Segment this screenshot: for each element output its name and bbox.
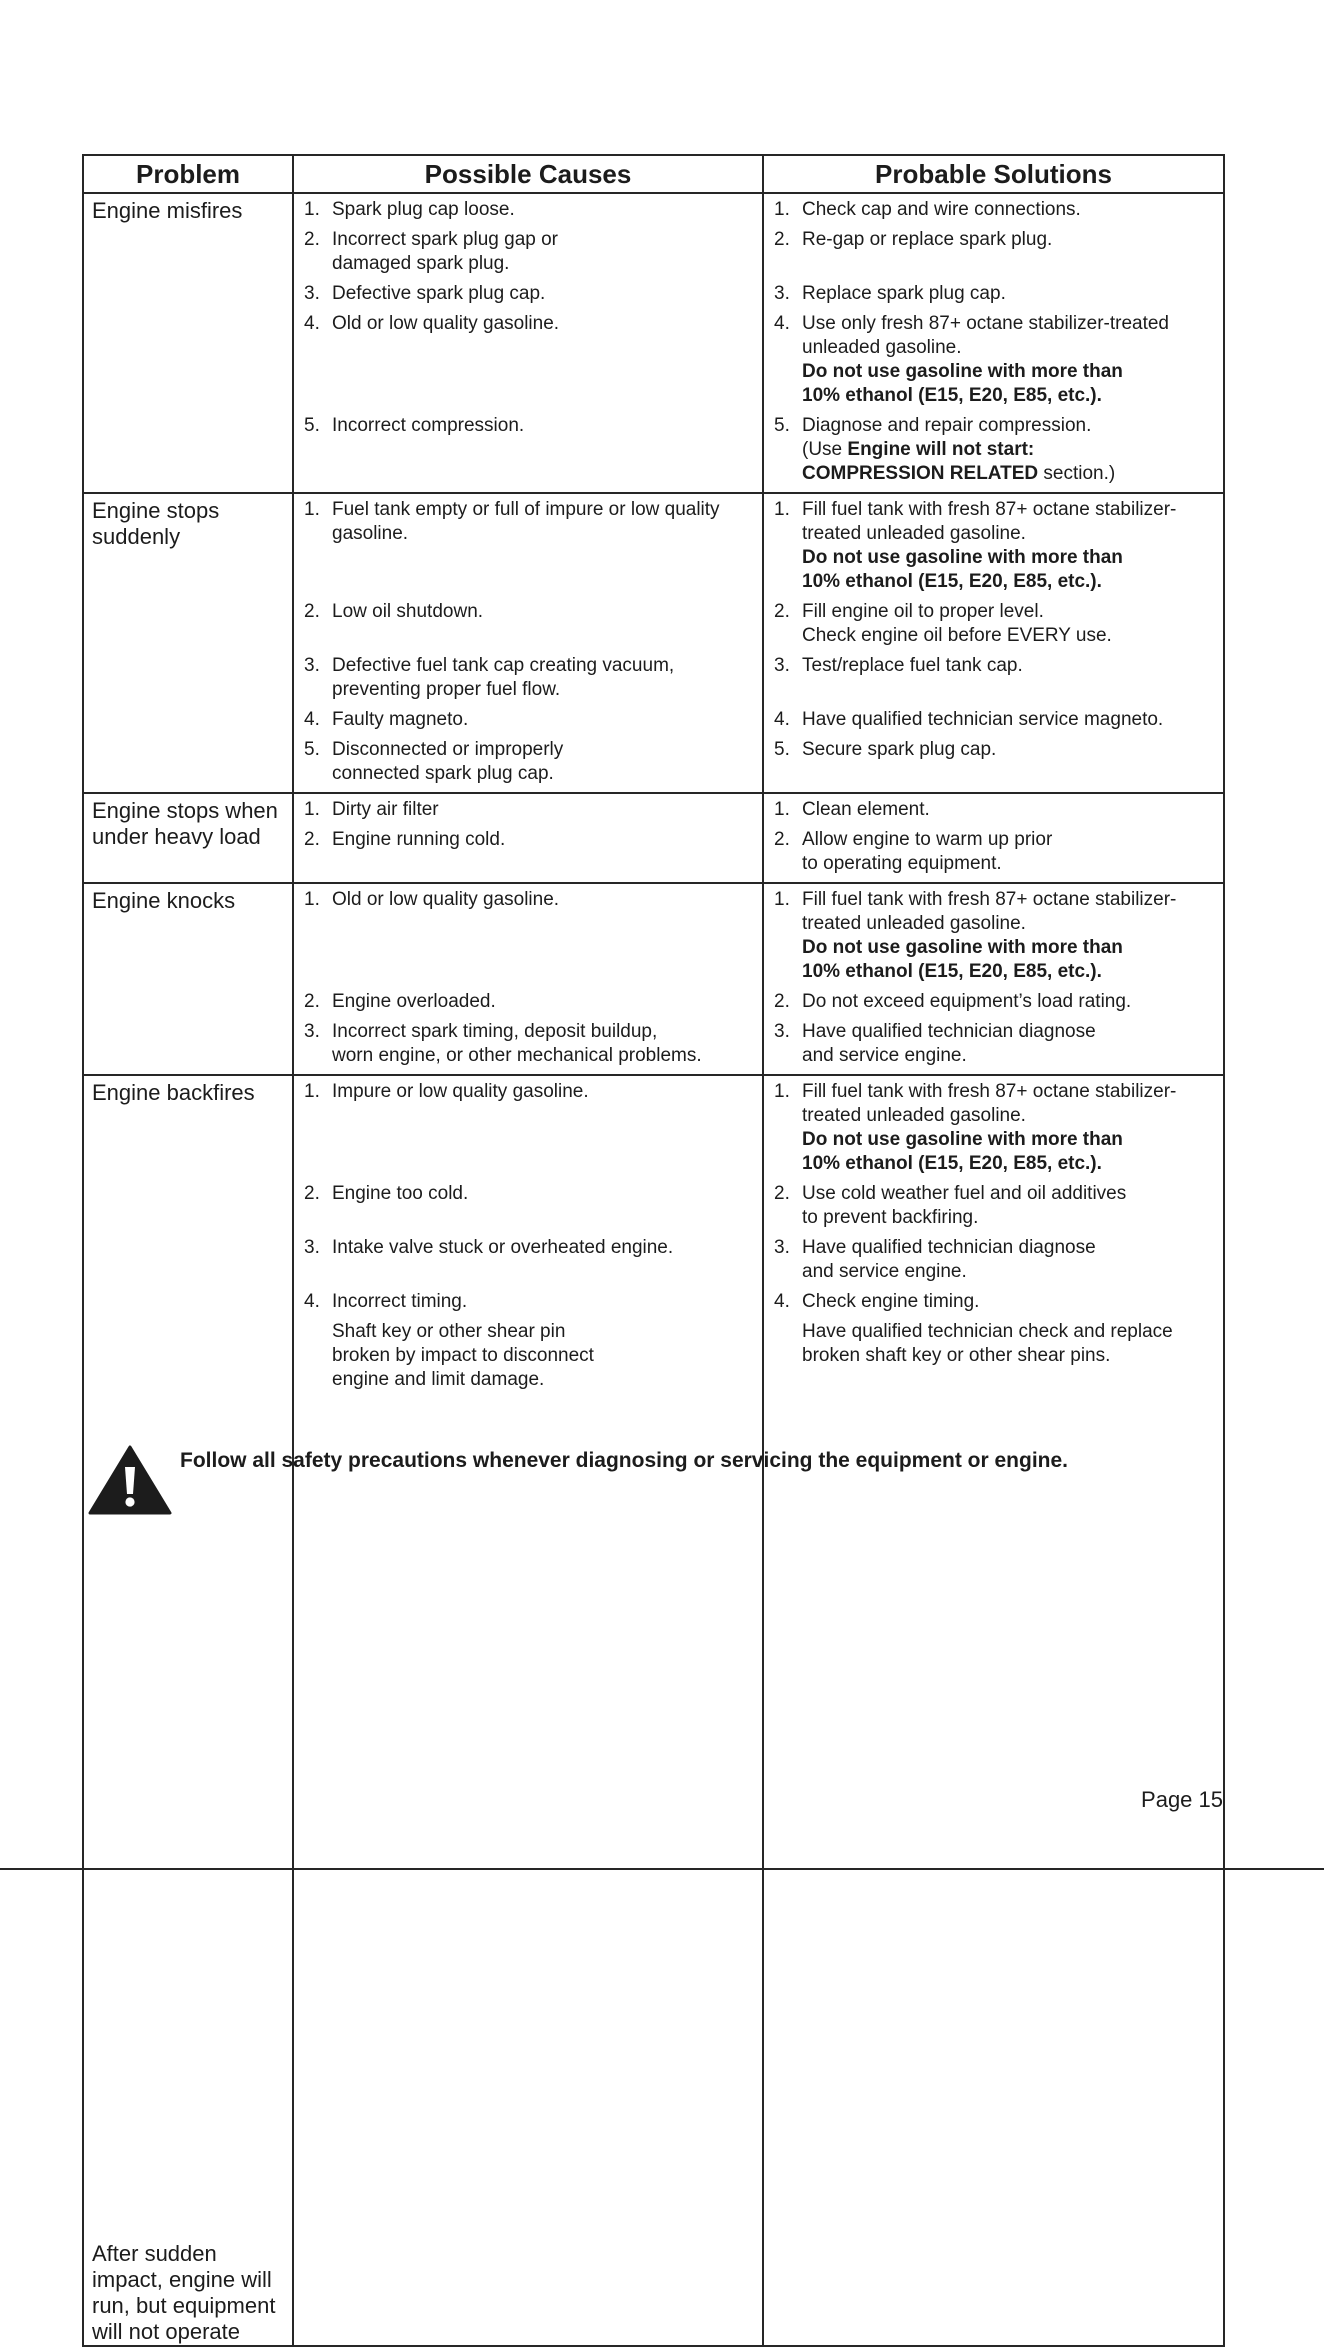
- cause-item: [302, 738, 754, 786]
- causes-cell: [293, 493, 763, 793]
- cause-text: Defective spark plug cap.: [332, 283, 546, 304]
- cause-text: Incorrect spark timing, deposit buildup,: [332, 1021, 658, 1042]
- solution-item: [772, 282, 1215, 306]
- cause-number: 4.: [304, 313, 320, 334]
- troubleshooting-table: [82, 154, 1225, 2347]
- cause-text: gasoline.: [332, 523, 409, 544]
- cause-text: Engine too cold.: [332, 1183, 469, 1204]
- solution-item: [772, 498, 1215, 594]
- solution-number: 4.: [774, 709, 790, 730]
- solution-item: [772, 888, 1215, 984]
- cause-item: [302, 228, 754, 276]
- problem-text: impact, engine will: [92, 2267, 272, 2292]
- cause-item: [302, 1290, 754, 1314]
- solution-text: COMPRESSION RELATED: [802, 463, 1039, 484]
- table-row: [83, 1075, 1224, 2346]
- solution-item: [772, 798, 1215, 822]
- solution-item: [772, 1080, 1215, 1176]
- cause-number: 4.: [304, 709, 320, 730]
- cause-item: [302, 1182, 754, 1230]
- cause-item: [302, 990, 754, 1014]
- cause-text: connected spark plug cap.: [332, 763, 554, 784]
- cause-item: [302, 1236, 754, 1284]
- solution-text: Fill engine oil to proper level.: [802, 601, 1044, 622]
- cause-text: engine and limit damage.: [332, 1369, 545, 1390]
- problem-text: Engine stops when: [92, 798, 278, 823]
- solution-number: 2.: [774, 601, 790, 622]
- solution-text: Do not use gasoline with more than: [802, 1129, 1123, 1150]
- solution-text: Engine will not start:: [847, 439, 1035, 460]
- cause-number: 2.: [304, 991, 320, 1012]
- solution-item: [772, 828, 1215, 876]
- problem-label: [92, 2241, 284, 2345]
- solution-text: and service engine.: [802, 1261, 967, 1282]
- cause-text: Shaft key or other shear pin: [332, 1321, 566, 1342]
- solution-number: 1.: [774, 889, 790, 910]
- cause-number: 2.: [304, 601, 320, 622]
- solution-text: Check engine timing.: [802, 1291, 980, 1312]
- solution-text: Have qualified technician diagnose: [802, 1021, 1096, 1042]
- page-number: Page 15: [1141, 1787, 1223, 1812]
- solution-number: 5.: [774, 739, 790, 760]
- solution-text: Fill fuel tank with fresh 87+ octane stabilizer-: [802, 889, 1177, 910]
- solution-number: 4.: [774, 1291, 790, 1312]
- cause-number: 3.: [304, 1021, 320, 1042]
- table-row: [83, 493, 1224, 793]
- solution-text: Clean element.: [802, 799, 930, 820]
- solution-item: [772, 1320, 1215, 1392]
- solution-number: 2.: [774, 1183, 790, 1204]
- solution-text: treated unleaded gasoline.: [802, 523, 1026, 544]
- solution-text: Replace spark plug cap.: [802, 283, 1006, 304]
- problem-text: Engine backfires: [92, 1080, 255, 1105]
- solution-number: 3.: [774, 283, 790, 304]
- table-row: [83, 793, 1224, 883]
- problem-label: [92, 888, 284, 914]
- table-row: [83, 193, 1224, 493]
- solution-text: Diagnose and repair compression.: [802, 415, 1092, 436]
- solution-item: [772, 228, 1215, 276]
- solution-text: and service engine.: [802, 1045, 967, 1066]
- problem-text: Engine stops: [92, 498, 220, 523]
- cause-text: Incorrect compression.: [332, 415, 525, 436]
- table-header-row: [83, 155, 1224, 193]
- cause-number: 1.: [304, 1081, 320, 1102]
- cause-item: [302, 828, 754, 876]
- cause-item: [302, 1080, 754, 1176]
- solution-item: [772, 708, 1215, 732]
- solution-text: broken shaft key or other shear pins.: [802, 1345, 1111, 1366]
- solution-number: 4.: [774, 313, 790, 334]
- problem-cell: [83, 883, 293, 1075]
- cause-text: Engine overloaded.: [332, 991, 496, 1012]
- solution-number: 1.: [774, 499, 790, 520]
- cause-item: [302, 498, 754, 594]
- cause-number: 3.: [304, 283, 320, 304]
- cause-text: Incorrect spark plug gap or: [332, 229, 559, 250]
- cause-text: Disconnected or improperly: [332, 739, 564, 760]
- cause-item: [302, 198, 754, 222]
- cause-number: 1.: [304, 889, 320, 910]
- cause-text: Impure or low quality gasoline.: [332, 1081, 589, 1102]
- solutions-cell: [763, 493, 1224, 793]
- solution-text: Allow engine to warm up prior: [802, 829, 1053, 850]
- cause-text: preventing proper fuel flow.: [332, 679, 561, 700]
- solution-text: unleaded gasoline.: [802, 337, 962, 358]
- table-row: [83, 883, 1224, 1075]
- solution-item: [772, 1020, 1215, 1068]
- cause-number: 1.: [304, 199, 320, 220]
- cause-text: Old or low quality gasoline.: [332, 889, 560, 910]
- solution-text: 10% ethanol (E15, E20, E85, etc.).: [802, 961, 1102, 982]
- cause-text: Dirty air filter: [332, 799, 439, 820]
- solution-text: 10% ethanol (E15, E20, E85, etc.).: [802, 571, 1102, 592]
- solution-number: 3.: [774, 1021, 790, 1042]
- header-possible-causes: Possible Causes: [293, 155, 763, 193]
- cause-item: [302, 888, 754, 984]
- solution-text: Check cap and wire connections.: [802, 199, 1081, 220]
- solution-item: [772, 198, 1215, 222]
- cause-text: Old or low quality gasoline.: [332, 313, 560, 334]
- page-bottom-rule: [0, 1868, 1324, 1870]
- solution-text: Test/replace fuel tank cap.: [802, 655, 1023, 676]
- solution-text: Use only fresh 87+ octane stabilizer-treated: [802, 313, 1170, 334]
- cause-number: 3.: [304, 1237, 320, 1258]
- solution-text: treated unleaded gasoline.: [802, 913, 1026, 934]
- solution-item: [772, 738, 1215, 786]
- solution-text: treated unleaded gasoline.: [802, 1105, 1026, 1126]
- problem-cell: [83, 493, 293, 793]
- solution-text: Re-gap or replace spark plug.: [802, 229, 1053, 250]
- causes-cell: [293, 883, 763, 1075]
- solution-text: (Use: [802, 439, 848, 460]
- solution-number: 2.: [774, 229, 790, 250]
- solution-item: [772, 1236, 1215, 1284]
- cause-number: 3.: [304, 655, 320, 676]
- header-probable-solutions: Probable Solutions: [763, 155, 1224, 193]
- solution-text: Fill fuel tank with fresh 87+ octane stabilizer-: [802, 499, 1177, 520]
- problem-text: will not operate: [92, 2319, 240, 2344]
- cause-number: 1.: [304, 799, 320, 820]
- cause-item: [302, 312, 754, 408]
- cause-text: worn engine, or other mechanical problems.: [332, 1045, 702, 1066]
- cause-item: [302, 414, 754, 486]
- cause-text: Faulty magneto.: [332, 709, 469, 730]
- solutions-cell: [763, 883, 1224, 1075]
- solution-item: [772, 1290, 1215, 1314]
- solution-item: [772, 414, 1215, 486]
- solution-item: [772, 1182, 1215, 1230]
- solution-item: [772, 990, 1215, 1014]
- solution-text: section.): [1038, 463, 1116, 484]
- warning-triangle-icon: [88, 1445, 172, 1515]
- solution-number: 1.: [774, 199, 790, 220]
- cause-item: [302, 1020, 754, 1068]
- solution-item: [772, 312, 1215, 408]
- cause-number: 2.: [304, 829, 320, 850]
- solution-text: Have qualified technician check and replace: [802, 1321, 1173, 1342]
- cause-item: [302, 1320, 754, 1392]
- cause-text: damaged spark plug.: [332, 253, 510, 274]
- solution-number: 2.: [774, 991, 790, 1012]
- problem-cell: [83, 1075, 293, 2346]
- solution-text: Do not use gasoline with more than: [802, 361, 1123, 382]
- problem-cell: [83, 193, 293, 493]
- causes-cell: [293, 793, 763, 883]
- solution-number: 1.: [774, 799, 790, 820]
- cause-text: Low oil shutdown.: [332, 601, 484, 622]
- solution-text: Do not use gasoline with more than: [802, 937, 1123, 958]
- cause-item: [302, 654, 754, 702]
- solution-text: Check engine oil before EVERY use.: [802, 625, 1112, 646]
- problem-label: [92, 798, 284, 850]
- cause-text: Intake valve stuck or overheated engine.: [332, 1237, 674, 1258]
- cause-text: Defective fuel tank cap creating vacuum,: [332, 655, 675, 676]
- cause-number: 4.: [304, 1291, 320, 1312]
- cause-text: Engine running cold.: [332, 829, 506, 850]
- solution-text: 10% ethanol (E15, E20, E85, etc.).: [802, 385, 1102, 406]
- solution-text: Do not exceed equipment’s load rating.: [802, 991, 1132, 1012]
- cause-item: [302, 798, 754, 822]
- solution-text: Use cold weather fuel and oil additives: [802, 1183, 1127, 1204]
- causes-cell: [293, 193, 763, 493]
- solution-text: Do not use gasoline with more than: [802, 547, 1123, 568]
- solution-number: 3.: [774, 1237, 790, 1258]
- cause-item: [302, 708, 754, 732]
- solution-text: Fill fuel tank with fresh 87+ octane stabilizer-: [802, 1081, 1177, 1102]
- cause-item: [302, 600, 754, 648]
- safety-notice: Follow all safety precautions whenever diagnosing or servicing the equipment or engine.: [180, 1449, 1069, 1472]
- cause-number: 2.: [304, 1183, 320, 1204]
- solutions-cell: [763, 1075, 1224, 2346]
- problem-text: suddenly: [92, 524, 181, 549]
- cause-text: Spark plug cap loose.: [332, 199, 515, 220]
- solution-number: 1.: [774, 1081, 790, 1102]
- cause-number: 2.: [304, 229, 320, 250]
- problem-text: After sudden: [92, 2241, 217, 2266]
- solution-number: 5.: [774, 415, 790, 436]
- cause-item: [302, 282, 754, 306]
- cause-text: broken by impact to disconnect: [332, 1345, 594, 1366]
- solutions-cell: [763, 793, 1224, 883]
- solution-text: Have qualified technician diagnose: [802, 1237, 1096, 1258]
- solutions-cell: [763, 193, 1224, 493]
- solution-number: 3.: [774, 655, 790, 676]
- solution-item: [772, 600, 1215, 648]
- cause-number: 5.: [304, 739, 320, 760]
- header-problem: Problem: [83, 155, 293, 193]
- cause-number: 5.: [304, 415, 320, 436]
- cause-text: Fuel tank empty or full of impure or low quality: [332, 499, 720, 520]
- solution-number: 2.: [774, 829, 790, 850]
- problem-text: Engine misfires: [92, 198, 243, 223]
- solution-item: [772, 654, 1215, 702]
- cause-number: 1.: [304, 499, 320, 520]
- problem-cell: [83, 793, 293, 883]
- problem-label: [92, 498, 284, 550]
- cause-text: Incorrect timing.: [332, 1291, 468, 1312]
- solution-text: Secure spark plug cap.: [802, 739, 997, 760]
- solution-text: 10% ethanol (E15, E20, E85, etc.).: [802, 1153, 1102, 1174]
- causes-cell: [293, 1075, 763, 2346]
- problem-text: Engine knocks: [92, 888, 236, 913]
- solution-text: Have qualified technician service magneto.: [802, 709, 1164, 730]
- problem-text: under heavy load: [92, 824, 261, 849]
- problem-text: run, but equipment: [92, 2293, 276, 2318]
- solution-text: to operating equipment.: [802, 853, 1002, 874]
- problem-label: [92, 198, 284, 224]
- problem-label: [92, 1080, 284, 1106]
- solution-text: to prevent backfiring.: [802, 1207, 979, 1228]
